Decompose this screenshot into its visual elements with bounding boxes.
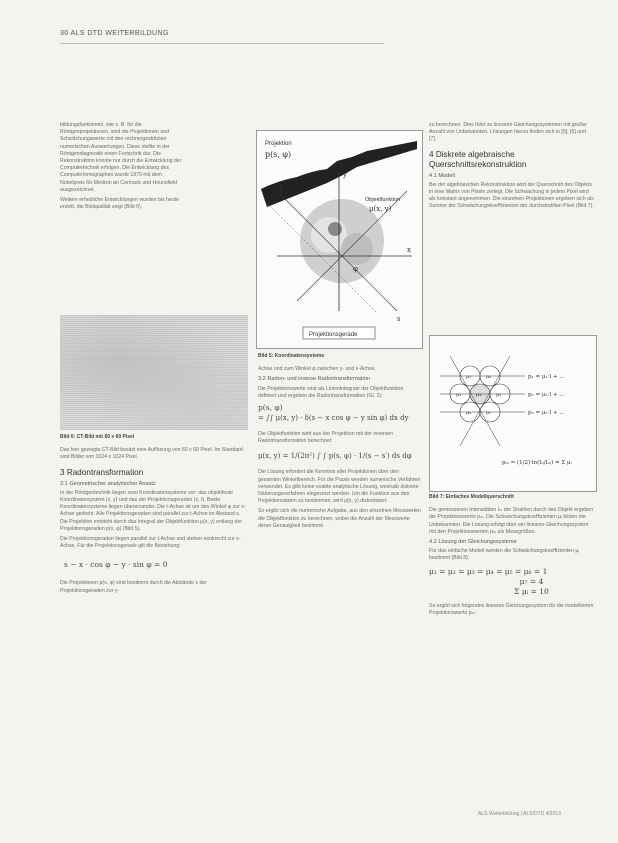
figure-5 bbox=[256, 130, 423, 349]
cell-label: μ₇ bbox=[486, 410, 492, 416]
column-middle bbox=[258, 353, 422, 533]
equation-3: μ(x, y) = 1/(2π²) ∫ ∫ p(s, φ) · 1/(s − s′) ds dφ bbox=[258, 452, 412, 461]
projection-row-2: p₂ = μ₃·l + ... bbox=[528, 392, 565, 398]
paragraph: Die Projektionsgeraden liegen parallel zur t-Achse und stehen senkrecht zur s-Achse. Für die Projektionsgerade gilt die Beziehung: bbox=[60, 536, 241, 550]
paragraph: In der Röntgentechnik liegen zwei Koordinatensysteme vor: das objektfeste Koordinatensystem (x, y) und das der Projektionsgeraden (s, t). Beide Koordinatensysteme liegen übereinander. Die t-Achse ist um den Winkel φ zur x-Achse gedreht. Alle Projektionsgeraden sind parallel zur t-Achse im Abstand s. Die Projektion entsteht durch das Integral der Objektfunktion μ(x, y) entlang der Projektionsgeraden p(s, φ) (Bild 5). bbox=[60, 489, 246, 532]
label-objektfunktion: Objektfunktion bbox=[365, 197, 401, 203]
axis-x-label: x bbox=[407, 246, 411, 254]
subsection-heading-3-1: 3.1 Geometrischer analytischer Ansatz bbox=[60, 480, 156, 487]
figure-7-caption: Bild 7: Einfaches Modellquerschnitt bbox=[429, 494, 514, 500]
label-projektion: Projektion bbox=[265, 141, 292, 147]
figure-6-caption: Bild 6: CT-Bild mit 60 x 60 Pixel bbox=[60, 434, 135, 440]
paragraph: Die Lösung erfordert die Kenntnis aller Projektionen über den gesamten Winkelbereich. Für die Praxis werden numerische Verfahren verwendet. Es gibt keine exakte analytische Lösung, weshalb diskrete Näherungsverfahren eingesetzt werden. Um die Funktion aus den Projektionsdaten zu bestimmen, wird μ(x, y) diskretisiert. bbox=[258, 469, 421, 505]
label-projektionsgerade: Projektionsgerade bbox=[309, 332, 358, 338]
paragraph: Bei der algebraischen Rekonstruktion wird der Querschnitt des Objekts in eine Matrix von Pixeln zerlegt. Die Schwächung in jedem Pixel wird als konstant angenommen. Die einzelnen Projektionen ergeben sich als Summe der Schwächungskoeffizienten der durchstrahlten Pixel (Bild 7). bbox=[429, 181, 594, 210]
subsection-heading-3-2: 3.2 Radon- und inverse Radontransformation bbox=[258, 376, 370, 383]
paragraph: bildungsfunktionen, wie z. B. für die Röntgenprojektionen, sind die Projektionen und Schwächungswerte mit den rechnergestützten numerischen Auswertungen. Diese stellte in der Röntgendiagnostik einen Fortschritt dar. Die Rekonstruktion konnte nur durch die Entwicklung der Computertechnik erfolgen. Die Entwicklung des Computertomographen wurde 1979 mit dem Nobelpreis für Medizin an Cormack und Hounsfield ausgezeichnet. bbox=[60, 122, 182, 193]
paragraph: zu berechnen. Dies führt zu linearen Gleichungssystemen mit großer Anzahl von Unbekannten. Lösungen hierzu finden sich in [5], [6] und [7]. bbox=[429, 122, 588, 143]
running-head: 30 ALS DTD WEITERBILDUNG bbox=[60, 30, 169, 37]
equation-4c: Σ μᵢ = 10 bbox=[514, 586, 549, 596]
equation-4a: μ₁ = μ₂ = μ₃ = μ₄ = μ₅ = μ₆ = 1 bbox=[429, 566, 548, 576]
equation-2-rhs: = ∫∫ μ(x, y) · δ(s − x cos φ − y sin φ) dx dy bbox=[258, 414, 409, 423]
cell-label: μ₆ bbox=[466, 410, 472, 416]
column-right-top bbox=[429, 122, 594, 214]
paragraph: Die Projektionswerte sind als Linienintegrale der Objektfunktion definiert und ergeben die Radontransformation (Gl. 2): bbox=[258, 385, 404, 399]
column-right-bottom bbox=[429, 494, 594, 620]
column-left-top bbox=[60, 122, 184, 214]
subsection-heading-4-2: 4.2 Lösung der Gleichungssysteme bbox=[429, 539, 517, 546]
paragraph: Weitere erhebliche Entwicklungen wurden bis heute erzielt, die Bildqualität zeigt (Bild 6). bbox=[60, 197, 179, 211]
cell-label: μ₁ bbox=[466, 374, 472, 380]
equation-1: s − x · cos φ − y · sin φ = 0 bbox=[64, 560, 168, 570]
column-left-bottom bbox=[60, 434, 248, 598]
section-heading-4: 4 Diskrete algebraische Querschnittsrekonstruktion bbox=[429, 149, 527, 169]
subsection-heading-4-1: 4.1 Modell bbox=[429, 172, 455, 179]
axis-t-label: t bbox=[279, 185, 282, 193]
section-heading-3: 3 Radontransformation bbox=[60, 467, 144, 477]
figure-5-caption: Bild 5: Koordinatensysteme bbox=[258, 353, 325, 359]
label-p: p(s, φ) bbox=[265, 150, 292, 159]
ct-image bbox=[60, 315, 248, 430]
paragraph: Achse und zum Winkel φ zwischen y- und x-Achse. bbox=[258, 366, 376, 373]
equation-2-lhs: p(s, φ) bbox=[258, 403, 283, 413]
paragraph: Die gemessenen Intensitäten Iₘ der Strahlen durch das Objekt ergeben die Projektionswerte pₘ. Die Schwächungskoeffizienten μᵢ bilden die Unbekannten. Die Lösung erfolgt über ein lineares Gleichungssystem mit den Projektionswerten pₘ als Messgrößen. bbox=[429, 507, 594, 535]
cell-label: μ₅ bbox=[496, 392, 502, 398]
cell-label: μ₃ bbox=[456, 392, 462, 398]
axis-s-label: s bbox=[397, 315, 401, 323]
projection-row-1: p₁ = μ₁·l + ... bbox=[528, 374, 565, 380]
cell-label: μ₂ bbox=[486, 374, 492, 380]
object-core bbox=[328, 222, 342, 236]
label-mu: μ(x, y) bbox=[369, 205, 392, 213]
angle-label: φ bbox=[353, 265, 358, 273]
coordinate-diagram bbox=[257, 131, 422, 348]
cell-label: μ₄ bbox=[476, 392, 482, 398]
page-footer: ALS Weiterbildung | ALS/DTD 4/2013 bbox=[478, 811, 561, 817]
paragraph: Die Projektionen p(s, φ) sind bestimmt durch die Abstände s der Projektionsgeraden zur y- bbox=[60, 580, 207, 594]
paragraph: So ergibt sich die numerische Aufgabe, aus den einzelnen Messwerten die Objektfunktion zu berechnen, wobei die Anzahl der Messwerte deren Genauigkeit bestimmt. bbox=[258, 508, 421, 529]
paragraph: Die Objektfunktion wird aus der Projektion mit der inversen Radontransformation berechnet: bbox=[258, 431, 393, 445]
axis-y-label: y bbox=[343, 171, 347, 179]
hex-model-diagram bbox=[430, 336, 596, 491]
paragraph: Das hier gezeigte CT-Bild besitzt eine Auflösung von 60 x 60 Pixel. Im Standard sind Bilder von 1024 x 1024 Pixel. bbox=[60, 447, 243, 461]
paragraph: So ergibt sich folgendes lineares Gleichungssystem für die modellierten Projektionswerte pₘ: bbox=[429, 602, 594, 616]
equation-4b: μ₇ = 4 bbox=[519, 576, 544, 586]
projection-row-3: p₃ = μ₅·l + ... bbox=[528, 410, 565, 416]
figure-7 bbox=[429, 335, 597, 492]
projection-sum: pₘ = (1/2)·ln(I₀/Iₘ) = Σ μᵢ bbox=[502, 460, 572, 466]
header-rule bbox=[60, 43, 384, 44]
paragraph: Für das einfache Modell werden die Schwächungskoeffizienten μᵢ bestimmt (Bild 8): bbox=[429, 548, 580, 562]
